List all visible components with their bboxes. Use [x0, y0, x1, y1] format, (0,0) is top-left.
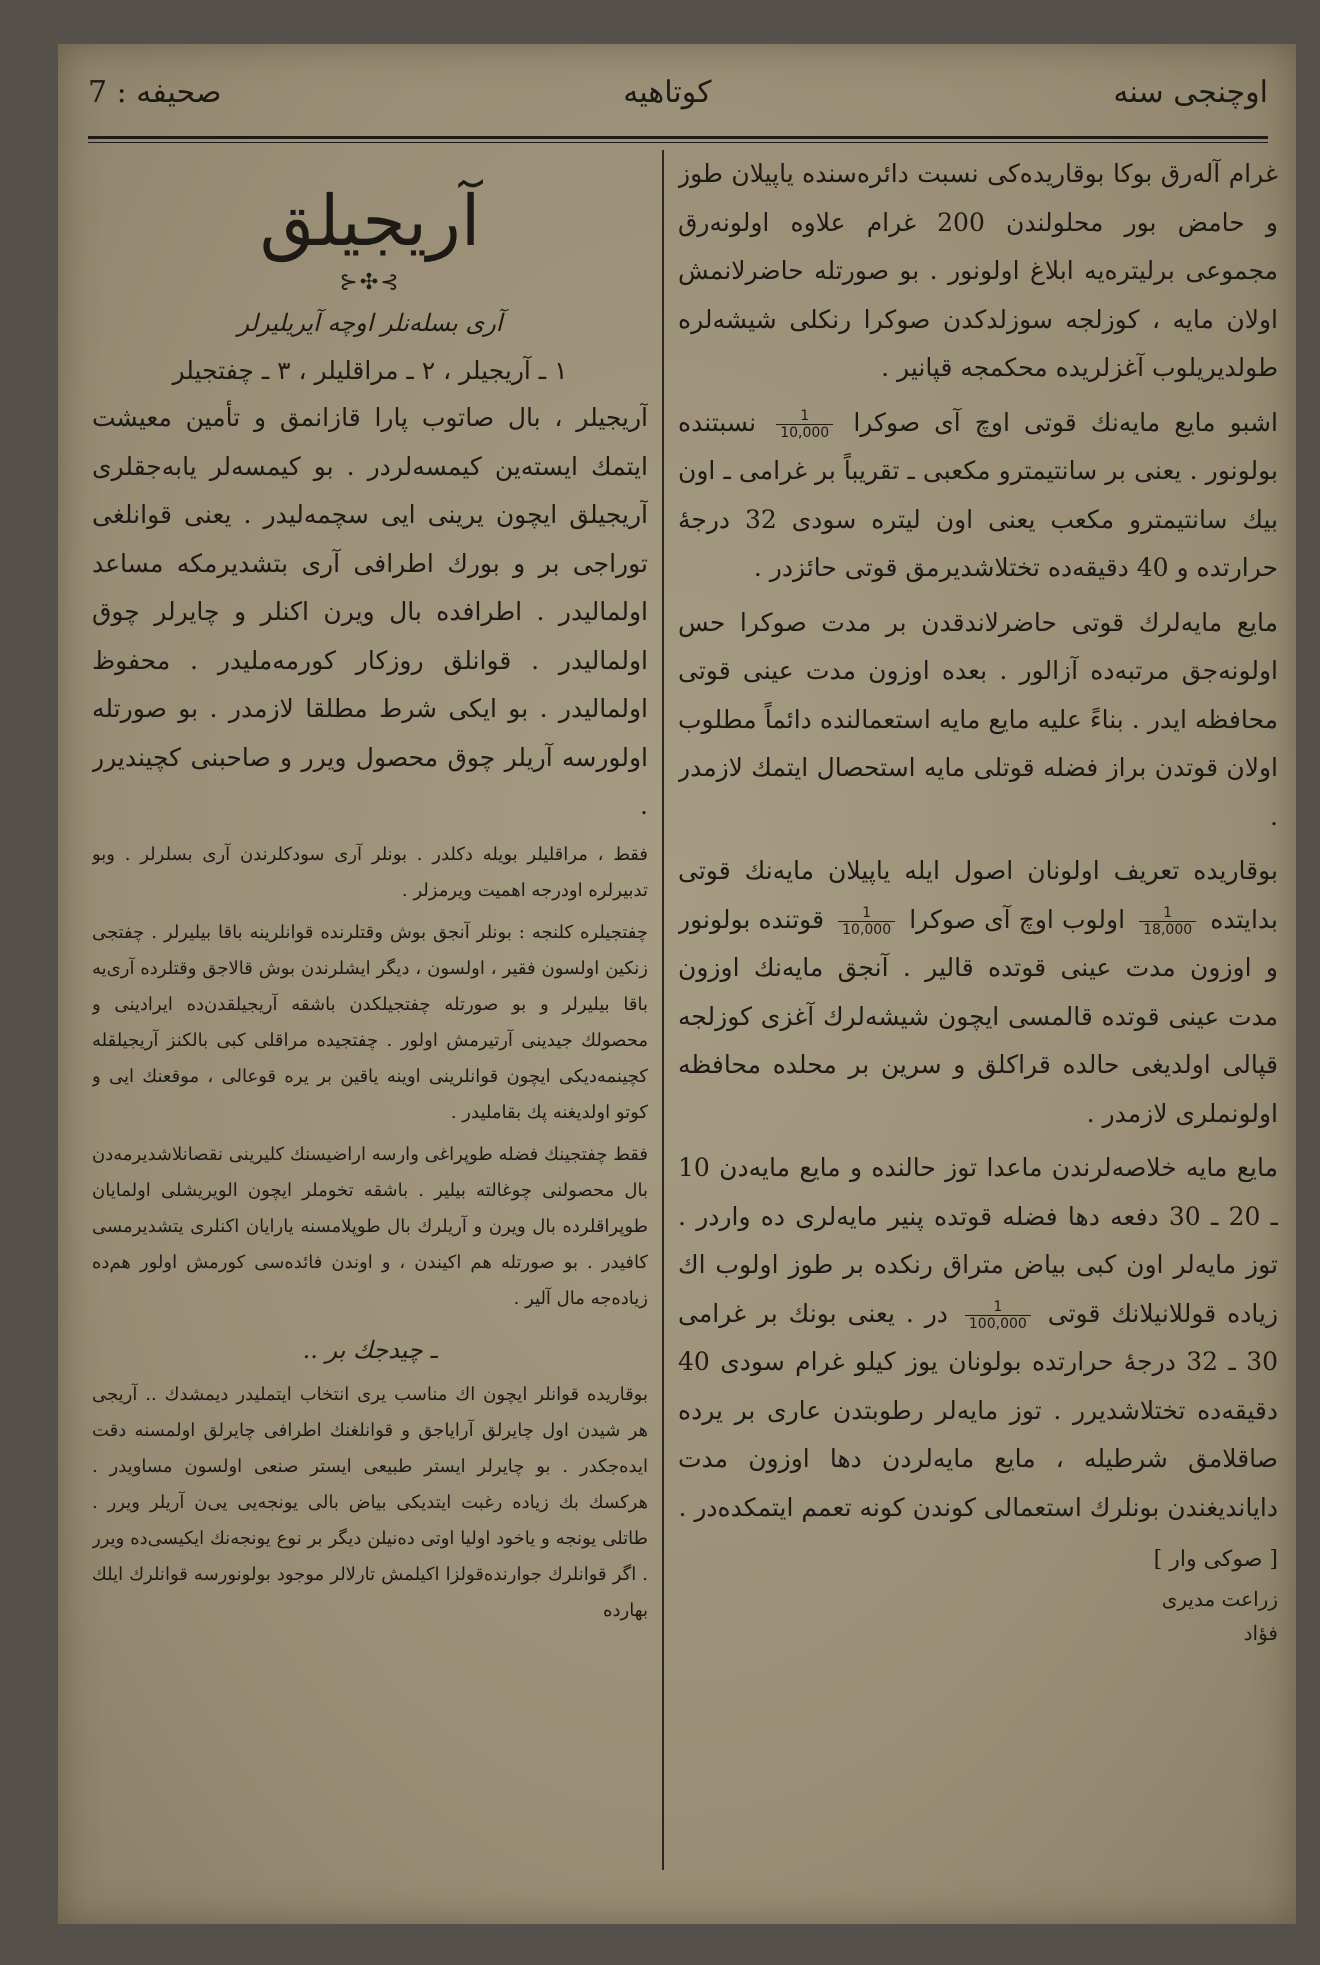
article-paragraph — [678, 399, 1278, 593]
article-paragraph: بوقاریدە قوانلر ایچون اك مناسب یری انتخاب ایتملیدر دیمشدك .. آریجی هر شیدن اول چایرلق آرایاجق و قوانلغنك اطرافی چایرلق اولمسنه دقت ایدەجكدر . بو چایرلر ایستر طبیعی ایستر صنعی اولسون مساویدر . هركسك بك زیادە رغبت ایتدیكی بیاض بالی یونجەیی یی‌ن آریلر ویرر . طاتلی یونجه و یاخود اولیا اوتی دەنیلن دیگر بر نوع یونجەنك ایكیسی‌دە ویرر . اگر قوانلرك جوارندەقولزا اكیلمش تارلالر موجود بولونورسه قوانلرك ایلك بهاردە — [92, 1383, 648, 1621]
paragraph-text: قوتندە بولونور و اوزون مدت عینی قوتدە قالیر . آنجق مایەنك اوزون مدت عینی قوتدە قالمسی ایچون شیشەلرك آغزی كوزلجه قپالی اولدیغی حالدە قراكلق و سرین بر محلدە محافظه اولونملری لازمدر . — [678, 904, 1278, 1128]
page-number-label: صحیفه : 7 — [88, 74, 222, 110]
paragraph-text: نسبتندە بولونور . یعنی بر سانتیمترو مكعبی ـ تقریباً بر غرامی ـ اون بیك سانتیمترو مكعب یعنی اون لیترە سودی 32 درجۀ حرارتدە و 40 دقیقەدە تختلاشدیرمق قوتی حائزدر . — [678, 407, 1278, 582]
paragraph-text: بوقاریدە تعریف اولونان اصول ایله یاپیلان مایەنك قوتی بدایتدە — [678, 856, 1278, 934]
fraction-numerator: 1 — [1139, 905, 1196, 922]
article-paragraph: آریجیلر ، بال صاتوب پارا قازانمق و تأمین معیشت ایتمك ایستەین كیمسەلردر . بو كیمسەلر یابەجقلری آریجیلق ایچون یرینی ایی سچمەلیدر . یعنی قوانلغی توراجی بر و بورك اطرافی آری بتشدیرمكه مساعد اولمالیدر . اطرافدە بال ویرن اكنلر و چایرلر چوق اولمالیدر . قوانلق روزكار كورمەملیدر . محفوظ اولمالیدر . بو ایكی شرط مطلقا لازمدر . بو صورتله اولورسه آریلر چوق محصول ویرر و صاحبنی كچیندیرر . — [92, 403, 648, 820]
right-column — [678, 150, 1278, 1870]
signature-name: فؤاد — [1243, 1621, 1278, 1645]
fraction-denominator: 10,000 — [780, 424, 830, 441]
column-divider — [662, 150, 664, 1870]
article-footer — [678, 1538, 1278, 1582]
category-list: ١ ـ آریجیلر ، ٢ ـ مراقلیلر ، ٣ ـ چفتجیلر — [172, 356, 568, 385]
article-subtitle: آری بسلەنلر اوچه آیریلیرلر — [237, 309, 503, 337]
article-paragraph: مایع مایەلرك قوتی حاضرلاندقدن بر مدت صوكرا حس اولونەجق مرتبەدە آزالور . بعده اوزون مدت عینی قوتی محافظه ایدر . بناءً علیه مایع مایه استعمالندە دائماً مطلوب اولان قوتدن براز فضله قوتلی مایه استحصال ایتمك لازمدر . — [678, 607, 1278, 831]
paragraph-text: در . یعنی بونك بر غرامی 30 ـ 32 درجۀ حرارتدە بولونان یوز كیلو غرام سودی 40 دقیقەدە تختلاشدیرر . توز مایەلر رطوبتدن عاری بر یردە صاقلامق شرطیله ، مایع مایەلردن دها اوزون مدت دایاندیغندن بونلرك استعمالی كوندن كونه تعمم ایتمكدەدر . — [678, 1298, 1278, 1522]
fraction — [965, 1299, 1031, 1332]
paragraph-text: اشبو مایع مایەنك قوتی اوچ آی صوكرا — [853, 407, 1278, 437]
fraction-numerator: 1 — [838, 905, 895, 922]
page-header — [88, 62, 1268, 122]
fraction — [838, 905, 895, 938]
year-label: اوچنجی سنه — [1113, 74, 1268, 110]
article-paragraph — [678, 1144, 1278, 1532]
fraction-denominator: 18,000 — [1143, 921, 1193, 938]
article-paragraph: فقط ، مراقلیلر بویله دكلدر . بونلر آری سودكلرندن آری بسلرلر . وبو تدبیرلره اودرجه اهمیت ویرمزلر . — [92, 843, 648, 901]
header-rule-thick — [88, 136, 1268, 139]
article-paragraph: غرام آلەرق بوكا بوقاریدەكی نسبت دائرەسندە یاپیلان طوز و حامض بور محلولندن 200 غرام علاوه اولونەرق مجموعی برلیترەیە ابلاغ اولونور . بو صورتله حاضرلانمش اولان مایه ، كوزلجه سوزلدكدن صوكرا رنكلی شیشەلرە طولدیریلوب آغزلریدە محكمجه قپانیر . — [678, 159, 1278, 382]
header-rule-thin — [88, 142, 1268, 143]
paragraph-text: مایع مایه خلاصەلرندن ماعدا توز حالندە و مایع مایەدن 10 ـ 20 ـ 30 دفعه دها فضله قوتدە پنیر مایەلری دە واردر . توز مایەلر اون كبی بیاض متراق رنكدە بر طوز اولوب اك زیادە قوللانیلانك قوتی — [678, 1153, 1278, 1328]
fraction-numerator: 1 — [965, 1299, 1031, 1316]
article-paragraph: فقط چفتجینك فضله طوپراغی وارسه اراضیسنك كلیرینی نقصانلاشدیرمەدن بال محصولنی چوغالته بیلیر . باشقه تخوملر ایچون الویریشلی اولمایان طوپراقلرده بال ویرن و آریلرك بال طوپلامسنه یارایان اكنلری یتشدیرمسی كافیدر . بو صورتله هم اكیندن ، و اوندن فائدەسی كورمش اولور هم‌دە زیادەجه مال آلیر . — [92, 1143, 648, 1309]
continued-note: [ صوكی وار ] — [1153, 1547, 1278, 1572]
fraction — [776, 408, 833, 441]
article-title: آریجیلق — [259, 180, 481, 262]
paragraph-text: اولوب اوچ آی صوكرا — [909, 904, 1126, 934]
newspaper-page — [58, 44, 1296, 1924]
title-ornament: ⊱✣⊰ — [339, 270, 401, 295]
article-paragraph: چفتجیلره كلنجه : بونلر آنجق بوش وقتلرندە قوانلرینه باقا بیلیرلر . چفتجی زنكین اولسون فقیر ، اولسون ، دیگر ایشلرندن بوش قالاجق وقتلردە آری‌یە باقا بیلیرلر و بو صورتله چفتجیلكدن باشقه آریجیلقدن‌دە ایرادینی و محصولك جیدینی آرتیرمش اولور . چفتجیدە مراقلی كبی بالكنز آریجیلقله كچینمەدیكی ایچون قوانلرینی اوینه یاقین بر یرە قوعالی ، موقعنك ایی و كوتو اولدیغنه پك بقاملیدر . — [92, 921, 648, 1123]
fraction — [1139, 905, 1196, 938]
section-heading: ـ چیدجك بر .. — [302, 1335, 438, 1364]
fraction-numerator: 1 — [776, 408, 833, 425]
left-column — [92, 150, 648, 1870]
fraction-denominator: 100,000 — [968, 1315, 1027, 1332]
newspaper-name: کوتاهیه — [623, 74, 712, 110]
article-paragraph — [678, 847, 1278, 1138]
signature-office: زراعت مدیری — [1161, 1587, 1278, 1611]
fraction-denominator: 10,000 — [842, 921, 892, 938]
